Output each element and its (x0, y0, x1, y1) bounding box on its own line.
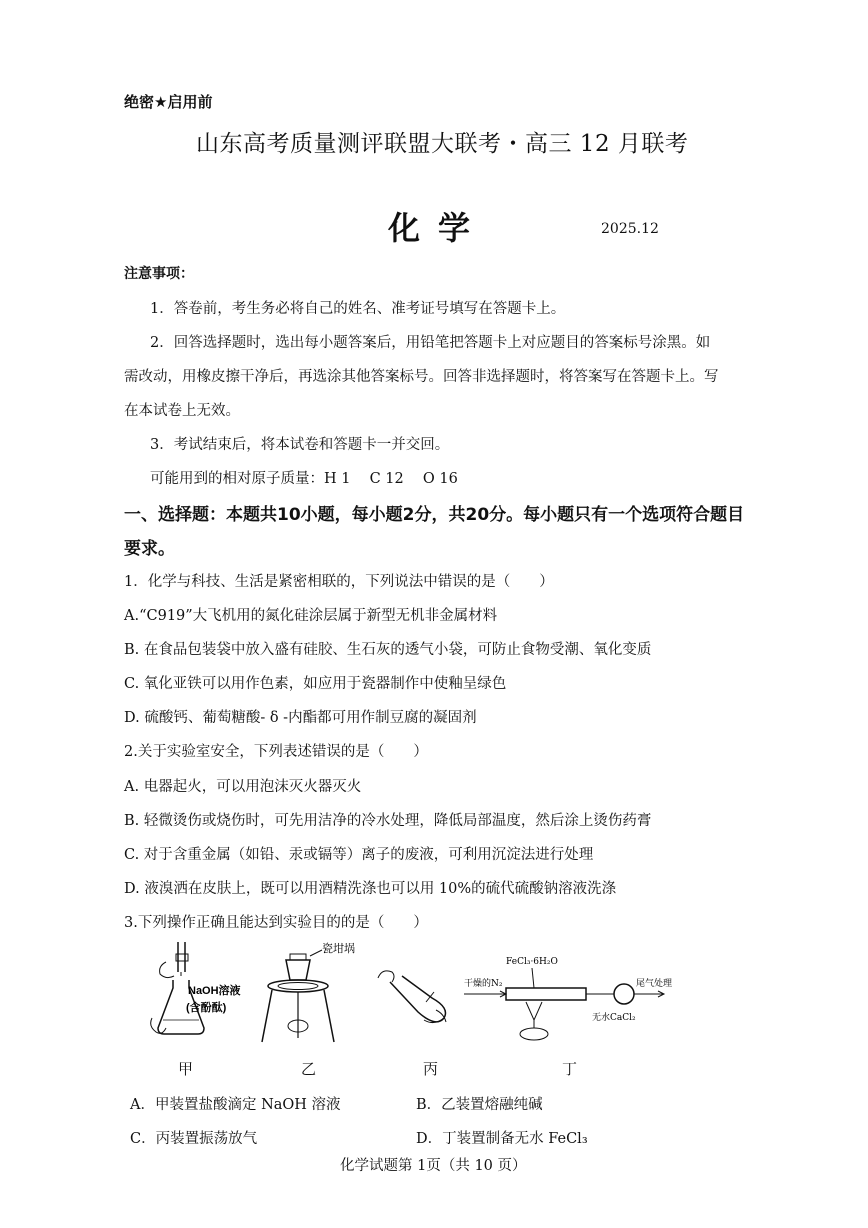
q2-option-b: B. 轻微烫伤或烧伤时，可先用洁净的冷水处理，降低局部温度，然后涂上烫伤药膏 (124, 813, 652, 829)
notice-item-3: 3．考试结束后，将本试卷和答题卡一并交回。 (150, 437, 450, 453)
secret-label: 绝密★启用前 (124, 93, 213, 111)
section-heading-cont: 要求。 (124, 539, 175, 559)
atomic-mass: 可能用到的相对原子质量：H 1 C 12 O 16 (150, 471, 458, 487)
q1-option-b: B. 在食品包装袋中放入盛有硅胶、生石灰的透气小袋，可防止食物受潮、氧化变质 (124, 642, 652, 658)
figure-yi-crucible (256, 942, 366, 1054)
jia-label-phenol: (含酚酞) (186, 1002, 227, 1014)
notice-heading: 注意事项： (124, 266, 194, 282)
q2-option-a: A. 电器起火，可以用泡沫灭火器灭火 (124, 779, 362, 795)
ding-label-fecl3: FeCl₃·6H₂O (506, 957, 558, 967)
q3-stem: 3.下列操作正确且能达到实验目的的是（ ） (124, 915, 428, 931)
figure-label-jia: 甲 (178, 1060, 194, 1078)
q1-option-a: A.“C919”大飞机用的氮化硅涂层属于新型无机非金属材料 (124, 608, 498, 624)
q3-option-b: B．乙装置熔融纯碱 (416, 1097, 543, 1113)
q2-option-d: D. 液溴洒在皮肤上，既可以用酒精洗涤也可以用 10%的硫代硫酸钠溶液洗涤 (124, 881, 617, 897)
figure-label-ding: 丁 (562, 1060, 578, 1078)
page-footer: 化学试题第 1页（共 10 页） (340, 1158, 527, 1174)
q2-option-c: C. 对于含重金属（如铅、汞或镉等）离子的废液，可利用沉淀法进行处理 (124, 847, 594, 863)
section-heading: 一、选择题：本题共10小题，每小题2分，共20分。每小题只有一个选项符合题目 (124, 505, 745, 525)
notice-item-2: 2．回答选择题时，选出每小题答案后，用铅笔把答题卡上对应题目的答案标号涂黑。如 (150, 335, 711, 351)
figure-label-bing: 丙 (423, 1060, 439, 1078)
notice-item-1: 1．答卷前，考生务必将自己的姓名、准考证号填写在答题卡上。 (150, 301, 566, 317)
yi-label-crucible: 瓷坩埚 (322, 942, 355, 955)
notice-item-2-end: 在本试卷上无效。 (124, 403, 240, 419)
ding-label-cacl2: 无水CaCl₂ (592, 1013, 636, 1023)
notice-item-2-cont: 需改动，用橡皮擦干净后，再选涂其他答案标号。回答非选择题时，将答案写在答题卡上。写 (124, 369, 719, 385)
exam-date: 2025.12 (601, 221, 659, 237)
figure-jia-titration (148, 942, 248, 1054)
jia-label-naoh: NaOH溶液 (188, 985, 241, 997)
q3-option-a: A．甲装置盐酸滴定 NaOH 溶液 (130, 1097, 341, 1113)
figure-ding-apparatus (464, 942, 688, 1054)
q1-stem: 1．化学与科技、生活是紧密相联的，下列说法中错误的是（ ） (124, 574, 554, 590)
q3-option-d: D．丁装置制备无水 FeCl₃ (416, 1131, 588, 1147)
figure-bing-funnel (366, 942, 456, 1054)
q2-stem: 2.关于实验室安全，下列表述错误的是（ ） (124, 744, 428, 760)
q3-option-c: C．丙装置振荡放气 (130, 1131, 258, 1147)
q1-option-c: C. 氧化亚铁可以用作色素，如应用于瓷器制作中使釉呈绿色 (124, 676, 507, 692)
q1-option-d: D. 硫酸钙、葡萄糖酸- δ -内酯都可用作制豆腐的凝固剂 (124, 710, 477, 726)
ding-label-exhaust: 尾气处理 (636, 979, 673, 989)
subject-title: 化学 (388, 209, 489, 247)
figure-label-yi: 乙 (301, 1060, 317, 1078)
ding-label-n2: 干燥的N₂ (464, 979, 503, 989)
exam-title: 山东高考质量测评联盟大联考・高三 12 月联考 (196, 131, 689, 157)
